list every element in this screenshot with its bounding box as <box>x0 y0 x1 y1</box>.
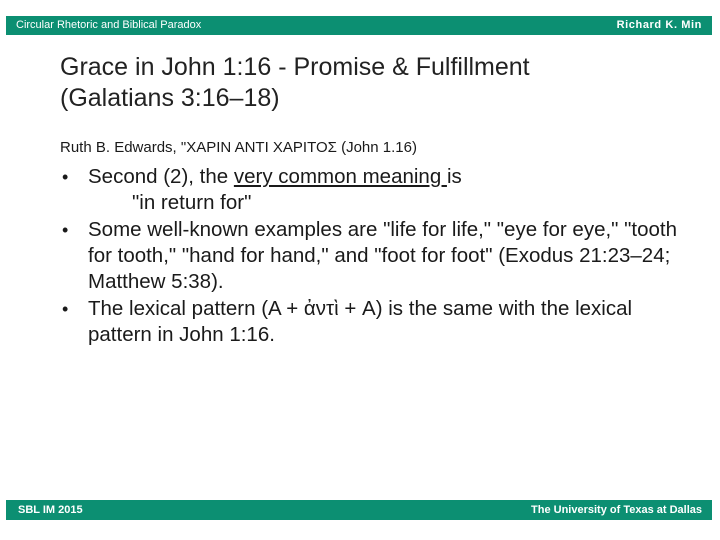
footer-bar <box>6 500 712 520</box>
bullet-text: Some well-known examples are "life for life," "eye for eye," "tooth for tooth," "hand for hand," and "foot for foot" (Exodus 21:23–24; Matthew 5:38). <box>88 218 678 293</box>
slide-title-line-1: Grace in John 1:16 - Promise & Fulfillment <box>60 53 530 81</box>
bullet-continuation: "in return for" <box>132 191 252 214</box>
bullet-text-part: is <box>446 165 462 188</box>
bullet-dot-icon: • <box>62 220 69 240</box>
institution-label: The University of Texas at Dallas <box>531 504 702 516</box>
presentation-title: Circular Rhetoric and Biblical Paradox <box>16 19 202 31</box>
bullet-dot-icon: • <box>62 167 69 187</box>
bullet-item <box>60 164 690 216</box>
bullet-dot-icon: • <box>62 299 69 319</box>
bullet-text-part: Second (2), the <box>88 165 234 188</box>
conference-label: SBL IM 2015 <box>18 504 83 516</box>
slide-title-line-2: (Galatians 3:16–18) <box>60 84 280 112</box>
citation: Ruth B. Edwards, "ΧΑΡΙΝ ΑΝΤΙ ΧΑΡΙΤΟΣ (John 1.16) <box>60 139 417 156</box>
author-name: Richard K. Min <box>616 19 702 31</box>
slide-title <box>60 52 680 114</box>
bullet-item <box>60 296 690 348</box>
header-bar <box>6 16 712 35</box>
bullet-list <box>60 164 690 349</box>
underlined-phrase: very common meaning <box>233 165 447 188</box>
bullet-text: The lexical pattern (A + ἀντὶ + A) is the same with the lexical pattern in John 1:16. <box>88 297 633 346</box>
bullet-item <box>60 217 690 295</box>
